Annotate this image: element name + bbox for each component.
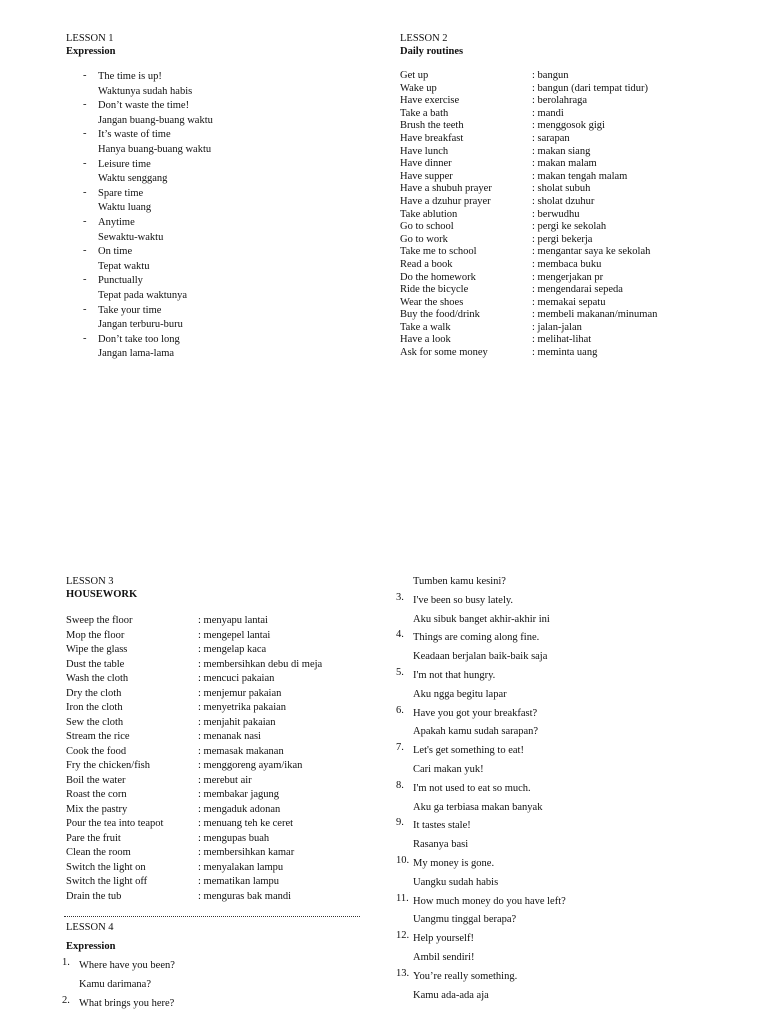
indonesian-phrase: Tumben kamu kesini? xyxy=(413,576,506,587)
list-item xyxy=(396,666,743,705)
table-row xyxy=(66,890,366,905)
indonesian-phrase: Uangmu tinggal berapa? xyxy=(413,914,517,926)
list-item xyxy=(66,274,366,303)
item-number: 13. xyxy=(396,967,410,979)
english-term: Have a dzuhur prayer xyxy=(400,195,491,207)
english-term: Dust the table xyxy=(66,658,125,670)
indonesian-term: : mengelap kaca xyxy=(198,644,267,655)
english-phrase: I'm not that hungry. xyxy=(413,669,496,681)
english-term: Have a look xyxy=(400,334,451,346)
list-item xyxy=(396,817,743,855)
indonesian-term: : menjahit pakaian xyxy=(198,716,276,728)
table-row xyxy=(400,133,740,146)
table-row xyxy=(400,171,740,184)
english-phrase: How much money do you have left? xyxy=(413,895,566,907)
english-term: Ask for some money xyxy=(400,347,488,359)
english-term: Have breakfast xyxy=(400,132,464,144)
indonesian-phrase: Jangan terburu-buru xyxy=(98,319,183,331)
table-row xyxy=(400,221,740,234)
english-phrase: Don’t take too long xyxy=(98,333,180,345)
table-row xyxy=(400,334,740,347)
english-term: Switch the light off xyxy=(66,876,148,887)
english-phrase: Spare time xyxy=(98,187,144,199)
list-item xyxy=(396,779,743,818)
list-item xyxy=(396,930,743,968)
table-row xyxy=(66,730,366,745)
indonesian-term: : makan tengah malam xyxy=(532,170,628,182)
english-phrase: It’s waste of time xyxy=(98,129,171,141)
indonesian-term: : menguras bak mandi xyxy=(198,890,292,902)
table-row xyxy=(66,629,366,644)
list-dash: - xyxy=(83,186,87,198)
english-term: Have a shubuh prayer xyxy=(400,183,492,195)
item-number: 7. xyxy=(396,742,404,754)
table-row xyxy=(66,643,366,658)
list-item xyxy=(62,994,366,1014)
indonesian-phrase: Waktu senggang xyxy=(98,173,168,185)
lesson-2-subtitle: Daily routines xyxy=(400,46,464,57)
english-phrase: My money is gone. xyxy=(413,857,495,869)
lesson-2-label: LESSON 2 xyxy=(400,33,448,44)
indonesian-term: : melihat-lihat xyxy=(532,334,592,346)
indonesian-phrase: Kamu ada-ada aja xyxy=(413,989,489,1001)
item-number: 6. xyxy=(396,704,404,716)
table-row xyxy=(400,272,740,285)
indonesian-phrase: Tepat pada waktunya xyxy=(98,289,188,301)
english-phrase: Help yourself! xyxy=(413,933,474,945)
english-term: Wipe the glass xyxy=(66,644,128,655)
indonesian-term: : mengendarai sepeda xyxy=(532,284,623,296)
table-row xyxy=(400,309,740,322)
list-dash: - xyxy=(83,245,87,257)
indonesian-term: : menjemur pakaian xyxy=(198,687,282,699)
indonesian-term: : mandi xyxy=(532,107,564,119)
lesson-3-section xyxy=(66,575,366,904)
list-item xyxy=(396,591,743,630)
table-row xyxy=(66,759,366,774)
indonesian-phrase: Hanya buang-buang waktu xyxy=(98,143,212,155)
indonesian-term: : makan siang xyxy=(532,145,591,157)
english-term: Mix the pastry xyxy=(66,803,128,815)
indonesian-term: : menyetrika pakaian xyxy=(198,702,287,713)
lesson-1-section xyxy=(66,32,366,362)
indonesian-term: : pergi bekerja xyxy=(532,233,593,245)
table-row xyxy=(400,108,740,121)
indonesian-term: : bangun xyxy=(532,70,569,81)
list-item xyxy=(396,742,743,780)
lesson-3-label: LESSON 3 xyxy=(66,576,114,587)
table-row xyxy=(66,803,366,818)
indonesian-term: : mengupas buah xyxy=(198,832,270,844)
table-row xyxy=(66,875,366,890)
english-term: Pare the fruit xyxy=(66,832,121,844)
english-phrase: I've been so busy lately. xyxy=(413,594,514,606)
english-term: Clean the room xyxy=(66,847,131,858)
item-number: 12. xyxy=(396,930,410,942)
list-item xyxy=(396,704,743,743)
english-term: Go to work xyxy=(400,233,448,245)
table-row xyxy=(400,322,740,335)
table-row xyxy=(400,196,740,209)
table-row xyxy=(400,70,740,83)
indonesian-term: : menyalakan lampu xyxy=(198,861,284,873)
english-term: Boil the water xyxy=(66,774,126,786)
table-row xyxy=(66,716,366,731)
english-term: Read a book xyxy=(400,258,453,270)
indonesian-term: : berolahraga xyxy=(532,95,588,107)
section-divider xyxy=(64,916,360,917)
list-dash: - xyxy=(83,274,87,286)
lesson-4-subtitle: Expression xyxy=(66,941,116,952)
table-row xyxy=(400,120,740,133)
indonesian-phrase: Kamu darimana? xyxy=(79,978,152,990)
english-term: Ride the bicycle xyxy=(400,284,469,296)
indonesian-term: : menggosok gigi xyxy=(532,120,605,132)
english-term: Roast the corn xyxy=(66,789,127,800)
english-term: Have exercise xyxy=(400,95,460,107)
indonesian-term: : membaca buku xyxy=(532,258,602,270)
table-row xyxy=(66,861,366,876)
indonesian-phrase: Jangan lama-lama xyxy=(98,348,175,360)
english-term: Stream the rice xyxy=(66,731,130,742)
indonesian-term: : membakar jagung xyxy=(198,789,280,800)
english-term: Cook the food xyxy=(66,745,127,757)
lesson-1-subtitle: Expression xyxy=(66,46,116,57)
indonesian-term: : menggoreng ayam/ikan xyxy=(198,760,303,771)
indonesian-term: : sarapan xyxy=(532,132,570,144)
indonesian-phrase: Tepat waktu xyxy=(98,260,150,272)
list-item xyxy=(66,245,366,274)
indonesian-term: : mengantar saya ke sekolah xyxy=(532,246,651,258)
list-item xyxy=(396,629,743,667)
indonesian-term: : mematikan lampu xyxy=(198,876,280,887)
indonesian-phrase: Ambil sendiri! xyxy=(413,951,475,963)
table-row xyxy=(66,614,366,629)
english-term: Have dinner xyxy=(400,158,452,170)
list-dash: - xyxy=(83,128,87,140)
english-term: Go to school xyxy=(400,221,454,233)
indonesian-term: : berwudhu xyxy=(532,208,580,220)
english-phrase: Let's get something to eat! xyxy=(413,745,524,757)
english-phrase: Take your time xyxy=(98,304,162,316)
indonesian-phrase: Jangan buang-buang waktu xyxy=(98,114,213,126)
indonesian-term: : mencuci pakaian xyxy=(198,673,275,684)
table-row xyxy=(400,95,740,108)
english-term: Take a walk xyxy=(400,321,451,333)
table-row xyxy=(400,83,740,96)
english-phrase: You’re really something. xyxy=(413,970,518,982)
english-phrase: Anytime xyxy=(98,216,135,228)
indonesian-term: : bangun (dari tempat tidur) xyxy=(532,82,649,94)
english-term: Take me to school xyxy=(400,246,477,258)
expression-list xyxy=(66,70,366,362)
lesson-4-continued xyxy=(396,573,743,1005)
english-term: Sew the cloth xyxy=(66,716,124,728)
item-number: 9. xyxy=(396,817,404,829)
indonesian-term: : memasak makanan xyxy=(198,745,284,757)
english-term: Wash the cloth xyxy=(66,673,129,684)
item-number: 2. xyxy=(62,994,70,1006)
english-term: Buy the food/drink xyxy=(400,309,480,321)
indonesian-term: : menyapu lantai xyxy=(198,615,268,626)
list-dash: - xyxy=(83,303,87,315)
table-row xyxy=(400,347,740,360)
english-phrase: Leisure time xyxy=(98,158,151,170)
table-row xyxy=(400,246,740,259)
item-number: 8. xyxy=(396,779,404,791)
indonesian-phrase: Sewaktu-waktu xyxy=(98,231,164,243)
numbered-expression-list xyxy=(396,591,743,1006)
english-term: Take a bath xyxy=(400,107,449,119)
table-row xyxy=(66,788,366,803)
indonesian-term: : menanak nasi xyxy=(198,731,261,742)
table-row xyxy=(400,146,740,159)
english-term: Take ablution xyxy=(400,208,458,220)
list-item xyxy=(62,957,366,995)
indonesian-phrase: Waktu luang xyxy=(98,202,152,214)
english-term: Drain the tub xyxy=(66,890,122,902)
indonesian-phrase: Waktunya sudah habis xyxy=(98,85,193,97)
table-row xyxy=(66,817,366,832)
list-item xyxy=(66,99,366,128)
item-number: 5. xyxy=(396,666,404,678)
indonesian-term: : sholat subuh xyxy=(532,183,591,195)
english-term: Mop the floor xyxy=(66,629,125,641)
list-item xyxy=(66,128,366,157)
indonesian-phrase: Keadaan berjalan baik-baik saja xyxy=(413,651,548,663)
list-dash: - xyxy=(83,70,87,81)
indonesian-phrase: Uangku sudah habis xyxy=(413,876,499,888)
indonesian-term: : meminta uang xyxy=(532,347,598,359)
english-phrase: I'm not used to eat so much. xyxy=(413,782,531,794)
indonesian-phrase: Apakah kamu sudah sarapan? xyxy=(413,726,539,738)
lesson-2-section xyxy=(400,32,740,360)
english-phrase: The time is up! xyxy=(98,71,162,82)
english-phrase: Punctually xyxy=(98,275,143,287)
lesson-4-section xyxy=(62,921,366,1013)
indonesian-term: : mengaduk adonan xyxy=(198,803,281,815)
list-item xyxy=(396,892,743,931)
list-dash: - xyxy=(83,332,87,344)
table-row xyxy=(66,745,366,760)
table-row xyxy=(400,284,740,297)
indonesian-term: : mengepel lantai xyxy=(198,629,271,641)
table-row xyxy=(66,687,366,702)
item-number: 10. xyxy=(396,854,410,866)
english-phrase: What brings you here? xyxy=(79,997,175,1009)
english-term: Pour the tea into teapot xyxy=(66,818,164,829)
english-term: Do the homework xyxy=(400,271,476,283)
list-item xyxy=(66,187,366,216)
list-item xyxy=(66,70,366,99)
item-number: 3. xyxy=(396,591,404,603)
numbered-expression-list xyxy=(62,957,366,1013)
english-phrase: Don’t waste the time! xyxy=(98,100,190,112)
english-phrase: On time xyxy=(98,246,133,258)
list-item xyxy=(66,158,366,187)
table-row xyxy=(400,209,740,222)
indonesian-term: : menuang teh ke ceret xyxy=(198,818,294,829)
list-item xyxy=(66,333,366,362)
indonesian-term: : membersihkan debu di meja xyxy=(198,658,323,670)
english-term: Switch the light on xyxy=(66,861,146,873)
table-row xyxy=(400,234,740,247)
english-term: Get up xyxy=(400,70,429,81)
indonesian-term: : jalan-jalan xyxy=(532,321,582,333)
indonesian-term: : membersihkan kamar xyxy=(198,847,295,858)
table-row xyxy=(400,158,740,171)
english-phrase: Things are coming along fine. xyxy=(413,632,540,644)
table-row xyxy=(66,658,366,673)
list-dash: - xyxy=(83,215,87,227)
indonesian-term: : mengerjakan pr xyxy=(532,271,604,283)
english-phrase: It tastes stale! xyxy=(413,820,471,832)
table-row xyxy=(400,259,740,272)
indonesian-term: : pergi ke sekolah xyxy=(532,221,607,233)
table-row xyxy=(400,183,740,196)
english-term: Wake up xyxy=(400,82,437,94)
list-item xyxy=(66,304,366,333)
indonesian-term: : makan malam xyxy=(532,158,597,170)
list-item xyxy=(396,854,743,893)
list-item xyxy=(396,967,743,1006)
english-term: Wear the shoes xyxy=(400,296,464,308)
english-term: Iron the cloth xyxy=(66,702,123,713)
table-row xyxy=(66,846,366,861)
table-row xyxy=(66,701,366,716)
item-number: 4. xyxy=(396,629,404,641)
indonesian-phrase: Aku sibuk banget akhir-akhir ini xyxy=(413,613,550,625)
item-number: 11. xyxy=(396,892,409,904)
lesson-1-label: LESSON 1 xyxy=(66,33,114,44)
indonesian-term: : membeli makanan/minuman xyxy=(532,309,658,321)
table-row xyxy=(400,297,740,310)
english-term: Have supper xyxy=(400,170,453,182)
vocabulary-table xyxy=(400,70,740,360)
lesson-3-subtitle: HOUSEWORK xyxy=(66,589,138,600)
list-dash: - xyxy=(83,157,87,169)
lesson-4-label: LESSON 4 xyxy=(66,922,114,933)
english-term: Dry the cloth xyxy=(66,687,122,699)
vocabulary-table xyxy=(66,614,366,904)
english-phrase: Have you got your breakfast? xyxy=(413,707,538,719)
english-term: Have lunch xyxy=(400,145,449,157)
english-term: Fry the chicken/fish xyxy=(66,760,150,771)
indonesian-term: : memakai sepatu xyxy=(532,296,606,308)
indonesian-term: : merebut air xyxy=(198,774,252,786)
english-phrase: Where have you been? xyxy=(79,960,175,971)
list-item xyxy=(66,216,366,245)
english-term: Brush the teeth xyxy=(400,120,464,132)
english-term: Sweep the floor xyxy=(66,615,133,626)
list-dash: - xyxy=(83,99,87,111)
table-row xyxy=(66,774,366,789)
table-row xyxy=(66,672,366,687)
table-row xyxy=(66,832,366,847)
item-number: 1. xyxy=(62,957,70,968)
indonesian-phrase: Rasanya basi xyxy=(413,839,469,851)
indonesian-term: : sholat dzuhur xyxy=(532,195,595,207)
indonesian-phrase: Aku ga terbiasa makan banyak xyxy=(413,801,543,813)
indonesian-phrase: Cari makan yuk! xyxy=(413,763,484,775)
indonesian-phrase: Aku ngga begitu lapar xyxy=(413,688,507,700)
